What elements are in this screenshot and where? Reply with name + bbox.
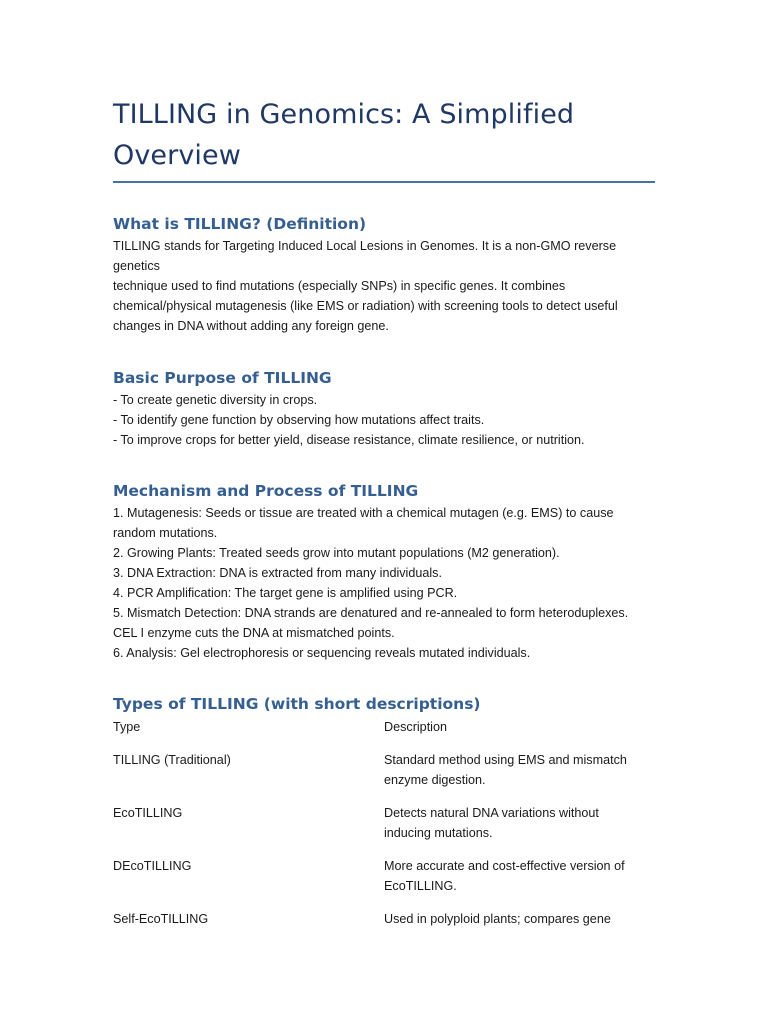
section-heading-mechanism: Mechanism and Process of TILLING: [113, 482, 419, 500]
list-item: 3. DNA Extraction: DNA is extracted from many individuals.: [113, 566, 442, 580]
section-heading-definition: What is TILLING? (Definition): [113, 215, 367, 233]
paragraph-line: TILLING stands for Targeting Induced Local Lesions in Genomes. It is a non-GMO reverse genetics: [113, 239, 617, 273]
column-header-description: Description: [384, 720, 447, 734]
description-line: Standard method using EMS and mismatch: [384, 753, 627, 767]
description-line: Used in polyploid plants; compares gene: [384, 912, 611, 926]
section-heading-purpose: Basic Purpose of TILLING: [113, 369, 332, 387]
type-cell: Self-EcoTILLING: [113, 912, 209, 926]
type-cell: EcoTILLING: [113, 806, 183, 820]
paragraph-line: chemical/physical mutagenesis (like EMS or radiation) with screening tools to detect useful: [113, 299, 618, 313]
description-line: inducing mutations.: [384, 826, 493, 840]
list-item: CEL I enzyme cuts the DNA at mismatched points.: [113, 626, 395, 640]
description-line: More accurate and cost-effective version of: [384, 859, 625, 873]
table-row: [113, 750, 655, 790]
list-item: - To create genetic diversity in crops.: [113, 393, 318, 407]
list-item: random mutations.: [113, 526, 218, 540]
description-cell: [384, 750, 655, 790]
page-title: TILLING in Genomics: A Simplified Overview: [113, 99, 575, 171]
definition-paragraph: [113, 236, 655, 336]
list-item: - To improve crops for better yield, disease resistance, climate resilience, or nutrition.: [113, 433, 585, 447]
list-item: 4. PCR Amplification: The target gene is amplified using PCR.: [113, 586, 458, 600]
list-item: 6. Analysis: Gel electrophoresis or sequencing reveals mutated individuals.: [113, 646, 531, 660]
list-item: 5. Mismatch Detection: DNA strands are denatured and re-annealed to form heteroduplexes.: [113, 606, 629, 620]
mechanism-list: [113, 503, 655, 663]
table-row: [113, 856, 655, 896]
description-cell: [384, 856, 655, 896]
type-cell: DEcoTILLING: [113, 859, 192, 873]
column-header-type: Type: [113, 720, 141, 734]
section-heading-types: Types of TILLING (with short descriptions): [113, 695, 481, 713]
description-cell: [384, 909, 655, 929]
list-item: 1. Mutagenesis: Seeds or tissue are treated with a chemical mutagen (e.g. EMS) to cause: [113, 506, 614, 520]
table-row: [113, 909, 655, 929]
paragraph-line: technique used to find mutations (especially SNPs) in specific genes. It combines: [113, 279, 566, 293]
description-line: Detects natural DNA variations without: [384, 806, 599, 820]
description-line: enzyme digestion.: [384, 773, 486, 787]
description-line: EcoTILLING.: [384, 879, 457, 893]
list-item: - To identify gene function by observing how mutations affect traits.: [113, 413, 485, 427]
table-row: [113, 803, 655, 843]
title-divider: [113, 181, 655, 183]
types-table: [113, 717, 655, 929]
table-header-row: [113, 717, 655, 737]
list-item: 2. Growing Plants: Treated seeds grow into mutant populations (M2 generation).: [113, 546, 560, 560]
document-page: [113, 0, 655, 942]
type-cell: TILLING (Traditional): [113, 753, 231, 767]
description-cell: [384, 803, 655, 843]
paragraph-line: changes in DNA without adding any foreign gene.: [113, 319, 389, 333]
purpose-list: [113, 390, 655, 450]
